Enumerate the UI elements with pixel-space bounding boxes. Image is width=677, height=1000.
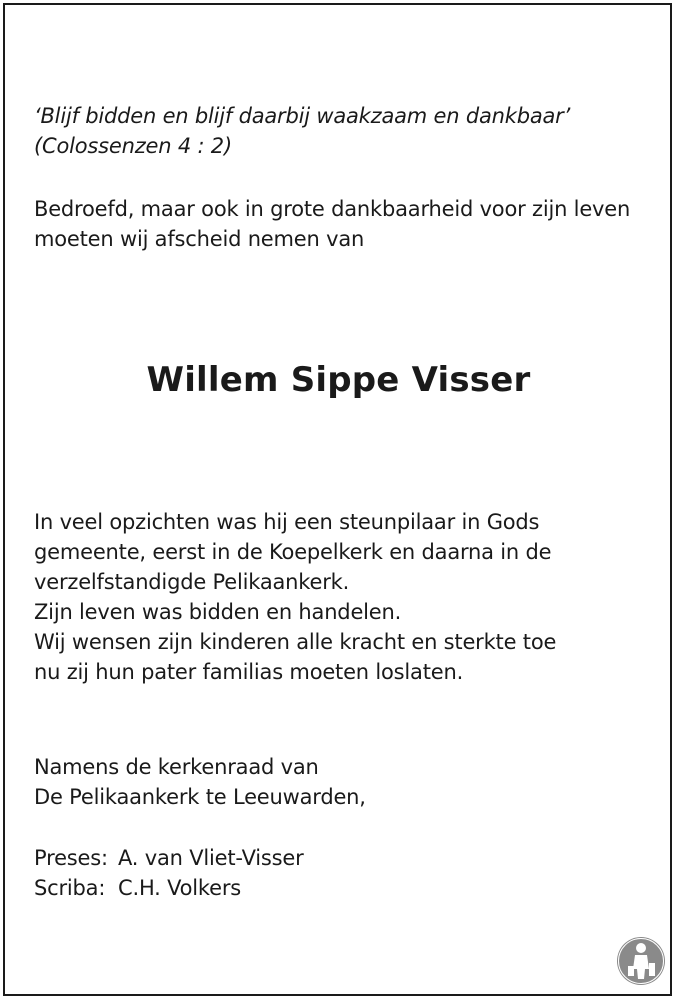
quote-reference: (Colossenzen 4 : 2): [34, 134, 232, 158]
officer-role: Preses:: [34, 846, 108, 870]
officer-scriba: [34, 873, 304, 903]
intro-text: [34, 194, 630, 254]
officer-name: A. van Vliet-Visser: [118, 846, 304, 870]
intro-line-1: Bedroefd, maar ook in grote dankbaarheid voor zijn leven: [34, 197, 631, 221]
officers-list: [34, 843, 304, 903]
tribute-line: nu zij hun pater familias moeten loslaten.: [34, 660, 464, 684]
memorial-figure-icon: [616, 936, 666, 986]
tribute-line: In veel opzichten was hij een steunpilaar in Gods: [34, 510, 540, 534]
tribute-line: Zijn leven was bidden en handelen.: [34, 600, 402, 624]
intro-line-2: moeten wij afscheid nemen van: [34, 227, 365, 251]
officer-preses: [34, 843, 304, 873]
quote-text: ‘Blijf bidden en blijf daarbij waakzaam en dankbaar’: [34, 104, 571, 128]
tribute-line: gemeente, eerst in de Koepelkerk en daarna in de: [34, 540, 552, 564]
deceased-name: Willem Sippe Visser: [146, 360, 531, 400]
signoff-line-2: De Pelikaankerk te Leeuwarden,: [34, 785, 366, 809]
tribute-line: Wij wensen zijn kinderen alle kracht en sterkte toe: [34, 630, 557, 654]
bible-quote: [34, 101, 570, 161]
officer-name: C.H. Volkers: [118, 876, 242, 900]
tribute-text: [34, 507, 556, 687]
signoff-line-1: Namens de kerkenraad van: [34, 755, 319, 779]
tribute-line: verzelfstandigde Pelikaankerk.: [34, 570, 350, 594]
signoff: [34, 752, 366, 812]
officer-role: Scriba:: [34, 876, 106, 900]
